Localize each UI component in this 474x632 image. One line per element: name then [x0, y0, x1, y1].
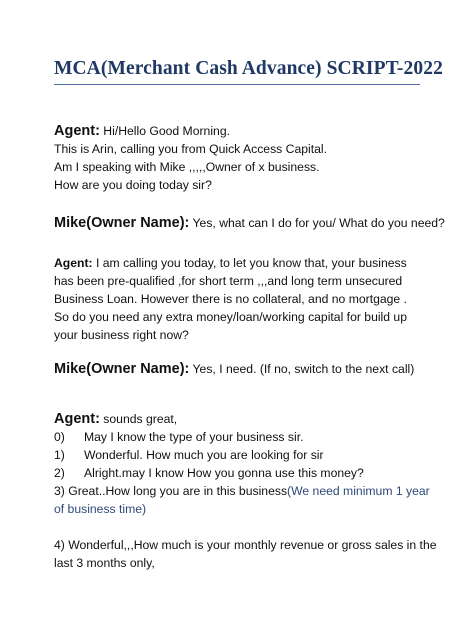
speaker-label: Agent:: [54, 123, 100, 139]
agent-pitch-text: I am calling you today, to let you know that, your business has been pre-qualified ,for short term ,,,and long term unsecured Business Loan. However there is no collateral, and no mortgage . So do you need any extra money/loan/working capital for build up your business right now?: [54, 256, 407, 342]
intro-line: How are you doing today sir?: [54, 178, 212, 192]
intro-line: This is Arin, calling you from Quick Access Capital.: [54, 142, 327, 156]
list-item-continued: last 3 months only,: [54, 556, 155, 570]
list-text: Alright.may I know How you gonna use this money?: [84, 466, 364, 480]
list-number: 2): [54, 466, 65, 480]
agent-pitch-block: [54, 254, 416, 344]
list-item: [54, 446, 434, 464]
title-underline: [54, 84, 420, 85]
questions-intro: sounds great,: [99, 412, 178, 426]
owner-yes-block: [54, 360, 434, 378]
owner-reply-text: Yes, what can I do for you/ What do you need?: [189, 216, 445, 230]
requirement-note: of business time): [54, 502, 147, 516]
agent-greeting-block: [54, 122, 424, 194]
agent-greeting-line: [54, 122, 424, 140]
agent-questions-block: [54, 410, 434, 518]
document-title: MCA(Merchant Cash Advance) SCRIPT-2022: [54, 58, 443, 79]
list-item-continued: [54, 500, 434, 518]
list-text: Wonderful. How much you are looking for sir: [84, 448, 324, 462]
intro-line: Am I speaking with Mike ,,,,,Owner of x business.: [54, 160, 320, 174]
speaker-label: Mike(Owner Name):: [54, 215, 190, 231]
owner-reply-block: [54, 214, 445, 232]
owner-yes-text: Yes, I need. (If no, switch to the next call): [189, 362, 415, 376]
list-item: 4) Wonderful,,,How much is your monthly revenue or gross sales in the: [54, 538, 437, 552]
revenue-question-block: [54, 536, 437, 572]
speaker-label: Mike(Owner Name):: [54, 361, 190, 377]
list-item: [54, 464, 434, 482]
greeting-text: Hi/Hello Good Morning.: [99, 124, 230, 138]
list-item: [54, 428, 434, 446]
speaker-label: Agent:: [54, 256, 93, 270]
list-item: [54, 482, 434, 500]
list-number: 0): [54, 430, 65, 444]
list-text: 3) Great..How long you are in this business: [54, 484, 288, 498]
list-number: 1): [54, 448, 65, 462]
speaker-label: Agent:: [54, 411, 100, 427]
requirement-note: (We need minimum 1 year: [287, 484, 430, 498]
list-text: May I know the type of your business sir.: [84, 430, 304, 444]
